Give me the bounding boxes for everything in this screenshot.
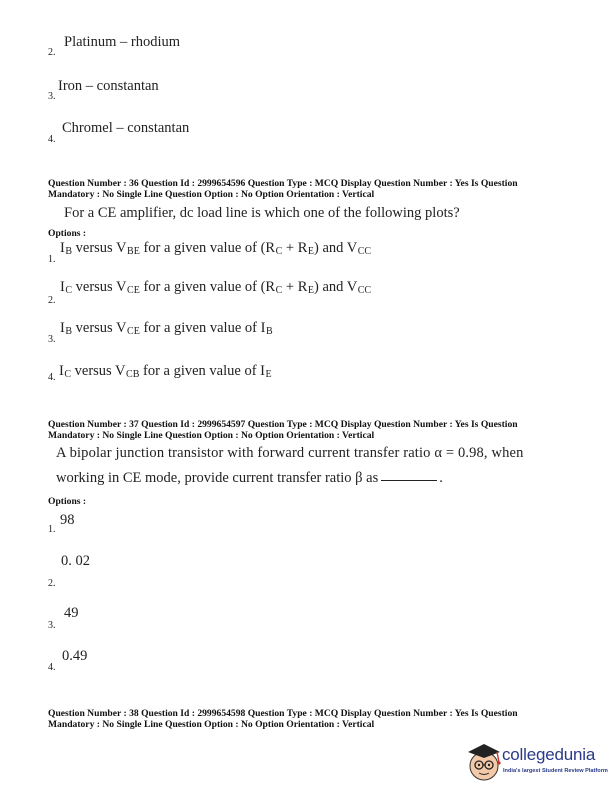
q36-options-label: Options : (48, 228, 87, 239)
q36-option-2-number: 2. (48, 295, 56, 306)
logo-brand-text: collegedunia (502, 745, 596, 764)
prev-option-2-text: Platinum – rhodium (64, 34, 180, 50)
q37-question-text-line-2-start: working in CE mode, provide current transfer ratio β as (56, 470, 379, 486)
q37-option-4-number: 4. (48, 662, 56, 673)
answer-blank (381, 480, 437, 481)
prev-option-4-text: Chromel – constantan (62, 120, 190, 136)
q37-option-2-text: 0. 02 (61, 553, 90, 569)
prev-option-3-number: 3. (48, 91, 56, 102)
prev-option-2-number: 2. (48, 47, 56, 58)
logo-tagline: India's largest Student Review Platform (503, 768, 608, 774)
q37-option-3-number: 3. (48, 620, 56, 631)
q36-question-text: For a CE amplifier, dc load line is which one of the following plots? (64, 205, 460, 221)
q36-option-4-text: $I_C$ versus $V_{CB}$ for a given value of $I_E$ (59, 363, 272, 380)
q37-question-text-line-2-end: . (439, 470, 443, 486)
prev-option-3-text: Iron – constantan (58, 78, 159, 94)
q37-options-label: Options : (48, 496, 87, 507)
q36-meta-line-1: Question Number : 36 Question Id : 2999654596 Question Type : MCQ Display Question Number : Yes Is Question (48, 178, 518, 189)
q38-meta-line-2: Mandatory : No Single Line Question Option : No Option Orientation : Vertical (48, 719, 375, 730)
mascot-icon (468, 744, 501, 780)
prev-option-4-number: 4. (48, 134, 56, 145)
q36-option-3-number: 3. (48, 334, 56, 345)
q36-option-1-number: 1. (48, 254, 56, 265)
q36-option-1-text: $I_B$ versus $V_{BE}$ for a given value of $(R_C + R_E)$ and $V_{CC}$ (60, 240, 372, 257)
q37-meta-line-1: Question Number : 37 Question Id : 2999654597 Question Type : MCQ Display Question Number : Yes Is Question (48, 419, 518, 430)
q37-option-3-text: 49 (64, 605, 79, 621)
q38-meta-line-1: Question Number : 38 Question Id : 2999654598 Question Type : MCQ Display Question Number : Yes Is Question (48, 708, 518, 719)
q37-option-4-text: 0.49 (62, 648, 88, 664)
q37-question-text-line-1: A bipolar junction transistor with forward current transfer ratio α = 0.98, when (56, 445, 524, 461)
q37-question-text-line-2 (56, 470, 443, 487)
q37-meta-line-2: Mandatory : No Single Line Question Option : No Option Orientation : Vertical (48, 430, 375, 441)
q37-option-2-number: 2. (48, 578, 56, 589)
q36-option-3-text: $I_B$ versus $V_{CE}$ for a given value of $I_B$ (60, 320, 273, 337)
q36-option-4-number: 4. (48, 372, 56, 383)
q36-meta-line-2: Mandatory : No Single Line Question Option : No Option Orientation : Vertical (48, 189, 375, 200)
q36-option-2-text: $I_C$ versus $V_{CE}$ for a given value of $(R_C + R_E)$ and $V_{CC}$ (60, 279, 372, 296)
q37-option-1-number: 1. (48, 524, 56, 535)
q37-option-1-text: 98 (60, 512, 75, 528)
